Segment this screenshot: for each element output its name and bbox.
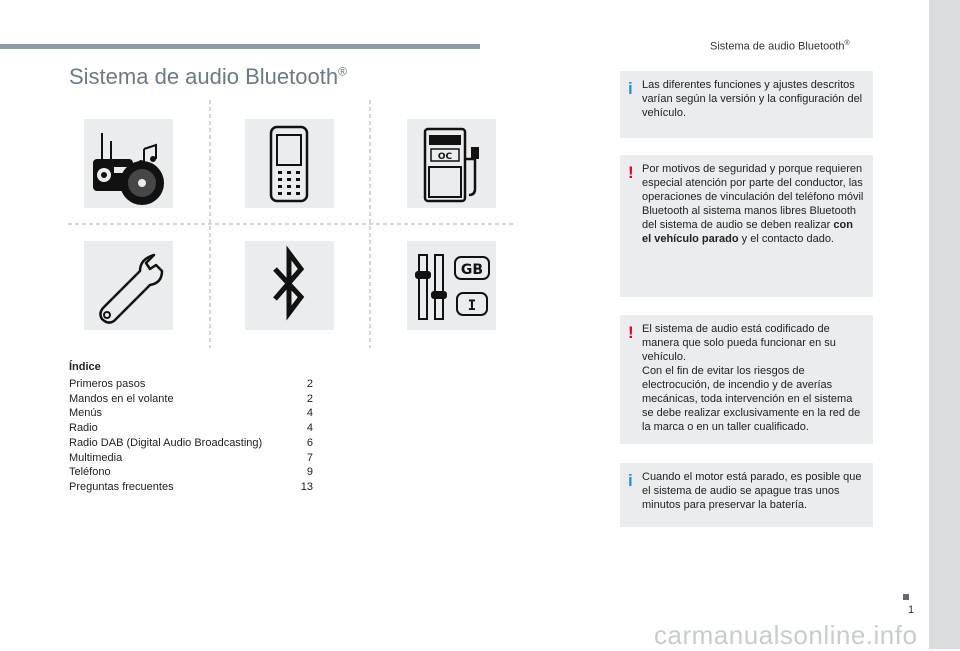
info-icon: i [628,79,633,98]
radio-music-icon [84,119,173,208]
index-heading: Índice [69,361,101,373]
info-note-battery: i Cuando el motor está parado, es posible que el sistema de audio se apague tras unos minutos para preservar la batería. [620,463,873,527]
page-number: 1 [908,604,915,616]
running-header: Sistema de audio Bluetooth® [710,40,850,53]
fuel-pump-icon [407,119,496,208]
index-item[interactable]: Teléfono 9 [69,466,313,479]
tile-maintenance[interactable] [84,241,173,330]
warning-icon: ! [628,323,634,342]
svg-text:GB: GB [460,262,484,278]
index-list [69,377,313,495]
settings-language-icon [407,241,496,330]
page-edge-strip [929,0,960,649]
svg-text:OC: OC [437,152,453,162]
tile-bluetooth[interactable] [245,241,334,330]
page-title: Sistema de audio Bluetooth® [69,64,347,89]
wrench-icon [84,241,173,330]
section-marker [903,594,909,600]
mobile-phone-icon [245,119,334,208]
index-item[interactable]: Menús 4 [69,407,313,420]
warning-icon: ! [628,163,634,182]
index-item[interactable]: Multimedia 7 [69,451,313,464]
tile-settings[interactable] [407,241,496,330]
info-note-versions: i Las diferentes funciones y ajustes descritos varían según la versión y la configuración del vehículo. [620,71,873,138]
index-item[interactable]: Radio 4 [69,422,313,435]
index-item[interactable]: Radio DAB (Digital Audio Broadcasting) 6 [69,436,313,449]
tile-fuel[interactable] [407,119,496,208]
bluetooth-icon [245,241,334,330]
index-item[interactable]: Primeros pasos 2 [69,378,313,390]
svg-text:I: I [467,298,477,314]
watermark: carmanualsonline.info [654,620,918,650]
tile-audio[interactable] [84,119,173,208]
warning-note-pairing: ! Por motivos de seguridad y porque requieren especial atención por parte del conductor, las operaciones de vinculación del teléfono móvil Bluetooth al sistema manos libres Bluetooth del sistema de audio se deben realizar con el vehículo parado y el contacto dado. [620,155,873,297]
tile-telephone[interactable] [245,119,334,208]
top-rule [0,44,480,49]
index-item[interactable]: Mandos en el volante 2 [69,392,313,405]
index-item[interactable]: Preguntas frecuentes 13 [69,480,313,493]
warning-note-coding: ! El sistema de audio está codificado de manera que solo pueda funcionar en su vehículo. Con el fin de evitar los riesgos de electrocución, de incendio y de averías mecánicas, toda intervención en el sistema se debe realizar exclusivamente en la red de la marca o en un taller cualificado. [620,315,873,444]
info-icon: i [628,471,633,490]
